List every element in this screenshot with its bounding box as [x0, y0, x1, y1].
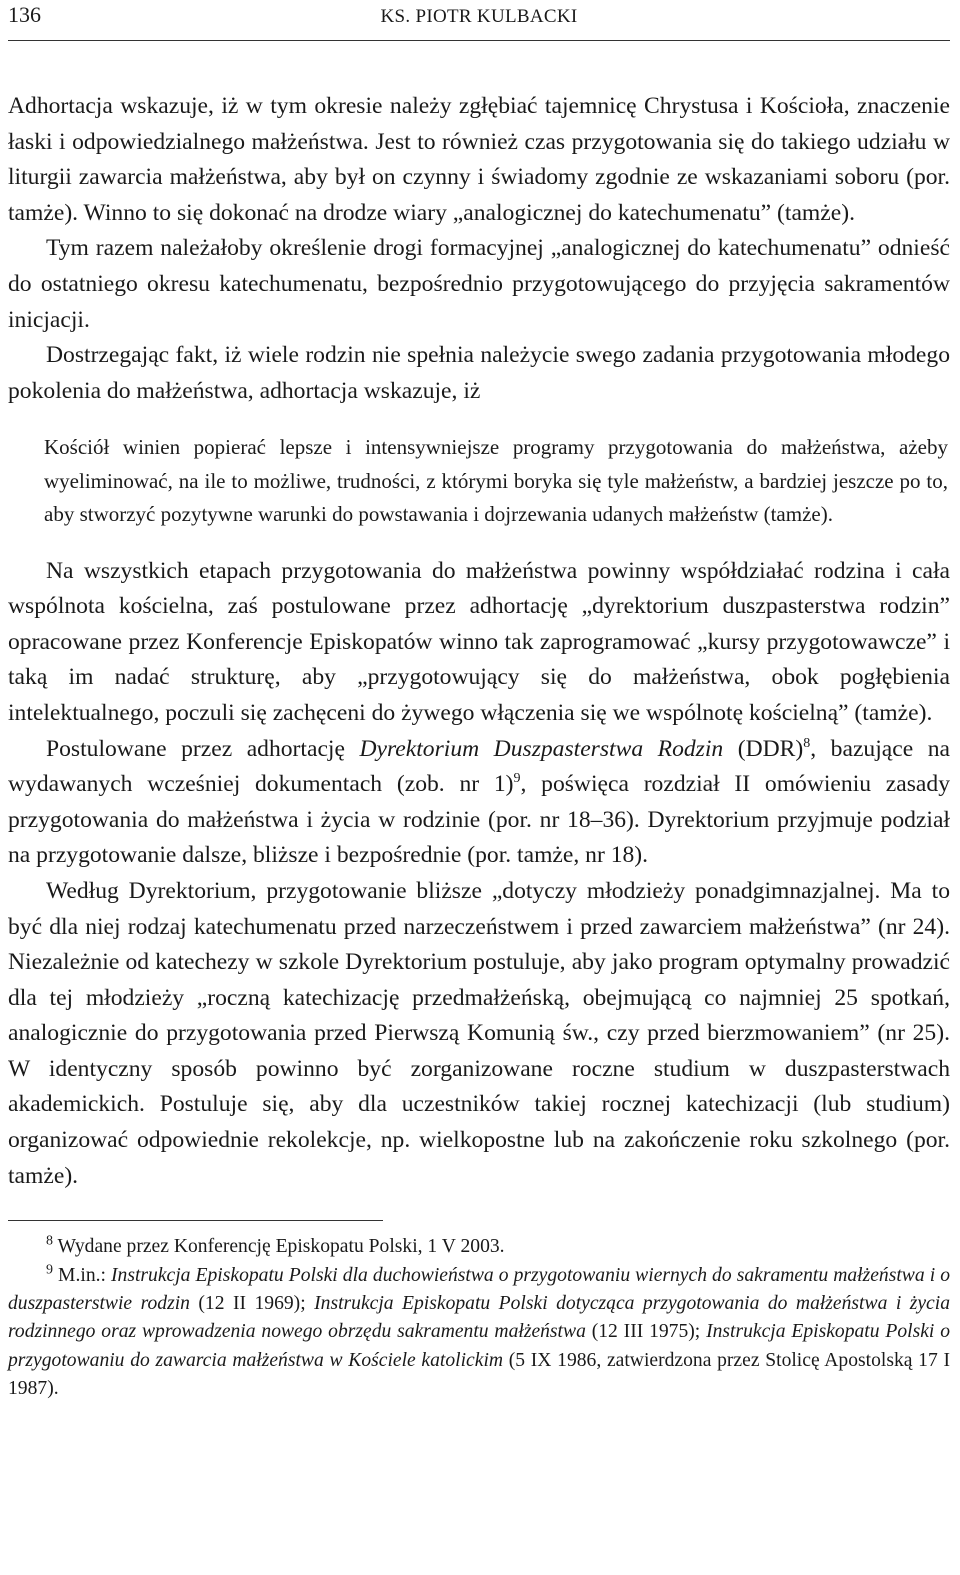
- footnote-text: M.in.:: [53, 1264, 112, 1286]
- paragraph-4: Na wszystkich etapach przygotowania do małżeństwa powinny współdziałać rodzina i cała wspólnota kościelna, zaś postulowane przez adhortację „dyrektorium duszpasterstwa rodzin” opracowane przez Konferencje Episkopatów winno tak zaprogramować „kursy przygotowawcze” i taką im nadać strukturę, aby „przygotowujący się do małżeństwa, obok pogłębienia intelektualnego, poczuli się zachęceni do żywego włączenia się we wspólnotę kościelną” (tamże).: [8, 557, 950, 726]
- footnote-divider: [8, 1220, 383, 1221]
- footnote-ref-8[interactable]: 8: [803, 735, 811, 751]
- body-text-continued: [8, 554, 950, 1195]
- running-head: [8, 0, 950, 41]
- running-title: KS. PIOTR KULBACKI: [380, 6, 578, 27]
- text-span: , poświęca rozdział II omówieniu zasady przygotowania do małżeństwa i życia w rodzinie (por. nr 18–36). Dyrektorium przyjmuje podział na przygotowanie dalsze, bliższe i bezpośrednie (por. tamże, nr 18).: [8, 771, 950, 869]
- paragraph-ddr: [8, 732, 950, 874]
- footnote-text: (5 IX 1986, zatwierdzona przez Stolicę Apostolską 17 I 1987).: [8, 1349, 950, 1400]
- footnote-number: 8: [46, 1233, 53, 1249]
- block-quote: [44, 431, 948, 531]
- body-text: [8, 89, 950, 409]
- footnote-8: [8, 1233, 950, 1261]
- paragraph-2: Tym razem należałoby określenie drogi formacyjnej „analogicznej do katechumenatu” odnieść do ostatniego okresu katechumenatu, bezpośrednio przygotowującego do przyjęcia sakramentów inicjacji.: [8, 235, 950, 333]
- footnote-text: (12 II 1969);: [189, 1293, 315, 1315]
- footnote-text: Wydane przez Konferencję Episkopatu Polski, 1 V 2003.: [53, 1236, 505, 1258]
- document-title: Instrukcja Episkopatu Polski o przygotowaniu do zawarcia małżeństwa w Kościele katolickim: [8, 1321, 950, 1371]
- quote-text: Kościół winien popierać lepsze i intensywniejsze programy przygotowania do małżeństwa, ażeby wyeliminować, na ile to możliwe, trudności, z którymi boryka się tyle małżeństw, a bardziej jeszcze po to, aby stworzyć pozytywne warunki do powstawania i dojrzewania udanych małżeństw (tamże).: [44, 435, 948, 527]
- document-title: Instrukcja Episkopatu Polski dotycząca przygotowania do małżeństwa i życia rodzinnego oraz wprowadzenia nowego obrzędu sakramentu małżeństwa: [8, 1293, 950, 1343]
- footnote-ref-9[interactable]: 9: [513, 771, 521, 787]
- paragraph-1: Adhortacja wskazuje, iż w tym okresie należy zgłębiać tajemnicę Chrystusa i Kościoła, znaczenie łaski i odpowiedzialnego małżeństwa. Jest to również czas przygotowania się do takiego udziału w liturgii zawarcia małżeństwa, aby był on czynny i świadomy zgodnie ze wskazaniami soboru (por. tamże). Winno to się dokonać na drodze wiary „analogicznej do katechumenatu” (tamże).: [8, 93, 950, 226]
- text-span: (DDR): [723, 735, 804, 762]
- paragraph-3: Dostrzegając fakt, iż wiele rodzin nie spełnia należycie swego zadania przygotowania młodego pokolenia do małżeństwa, adhortacja wskazuje, iż: [8, 342, 950, 404]
- paragraph-last: Według Dyrektorium, przygotowanie bliższe „dotyczy młodzieży ponadgimnazjalnej. Ma to być dla niej rodzaj katechumenatu przed narzeczeństwem i przed zawarciem małżeństwa” (nr 24). Niezależnie od katechezy w szkole Dyrektorium postuluje, aby jako program optymalny prowadzić dla tej młodzieży „roczną katechizację przedmałżeńską, obejmującą co najmniej 25 spotkań, analogicznie do przygotowania przed Pierwszą Komunią św., czy przed bierzmowaniem” (nr 25). W identyczny sposób powinno być zorganizowane roczne studium w duszpasterstwach akademickich. Postuluje się, aby dla uczestników takiej rocznej katechizacji (lub studium) organizować odpowiednie rekolekcje, np. wielkopostne lub na zakończenie roku szkolnego (por. tamże).: [8, 877, 950, 1189]
- footnotes: [8, 1233, 950, 1403]
- document-title: Instrukcja Episkopatu Polski dla duchowieństwa o przygotowaniu wiernych do sakramentu małżeństwa i o duszpasterstwie rodzin: [8, 1264, 951, 1315]
- book-title: Dyrektorium Duszpasterstwa Rodzin: [359, 735, 724, 762]
- footnote-text: (12 III 1975);: [585, 1321, 707, 1343]
- text-span: , bazujące na wydawanych wcześniej dokumentach (zob. nr 1): [8, 735, 950, 798]
- text-span: Postulowane przez adhortację: [46, 735, 360, 762]
- page-number: 136: [8, 2, 41, 27]
- footnote-9: [8, 1262, 950, 1404]
- footnote-number: 9: [46, 1262, 53, 1278]
